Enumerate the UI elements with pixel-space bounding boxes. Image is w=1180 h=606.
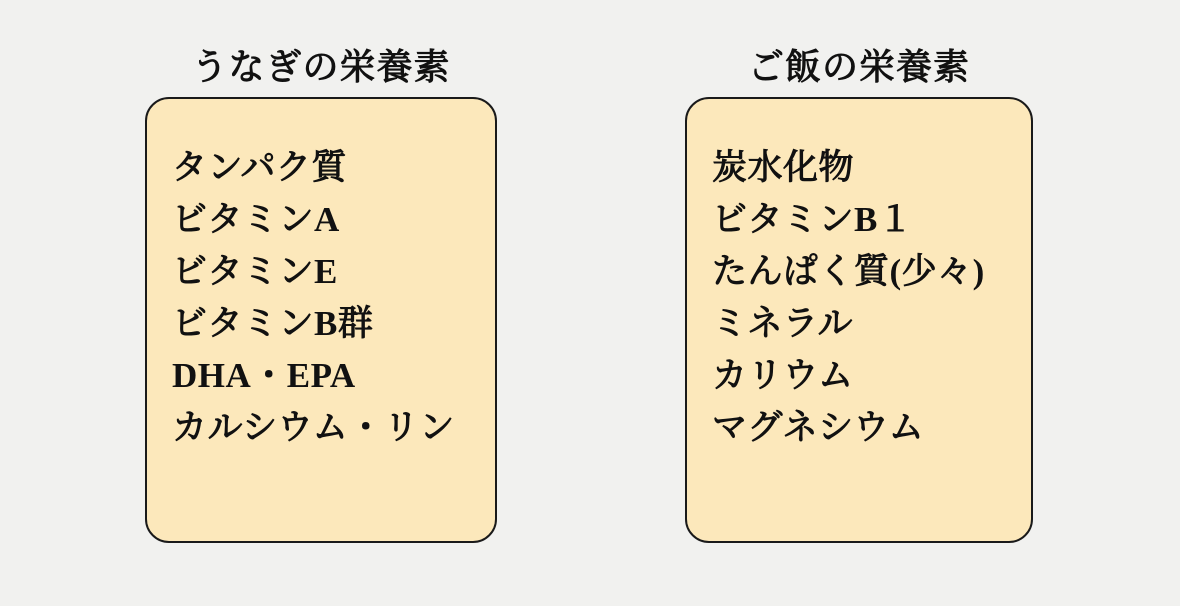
rice-nutrient-item: カリウム: [712, 356, 854, 395]
eel-nutrient-item: ビタミンE: [172, 252, 338, 291]
eel-nutrient-item: タンパク質: [172, 148, 348, 187]
rice-nutrients-card: [685, 97, 1033, 543]
eel-nutrient-item: DHA・EPA: [172, 356, 356, 395]
eel-nutrient-item: ビタミンB群: [172, 304, 374, 343]
rice-nutrient-item: ミネラル: [712, 304, 853, 343]
rice-nutrient-item: マグネシウム: [712, 408, 925, 447]
rice-nutrient-item: たんぱく質(少々): [712, 252, 985, 291]
rice-nutrient-item: ビタミンB１: [712, 200, 914, 239]
rice-nutrient-item: 炭水化物: [712, 148, 855, 187]
eel-nutrients-card: [145, 97, 497, 543]
eel-nutrient-item: カルシウム・リン: [172, 408, 455, 447]
eel-nutrients-title: うなぎの栄養素: [191, 46, 451, 87]
rice-nutrients-title: ご飯の栄養素: [747, 46, 970, 87]
eel-nutrient-item: ビタミンA: [172, 200, 340, 239]
